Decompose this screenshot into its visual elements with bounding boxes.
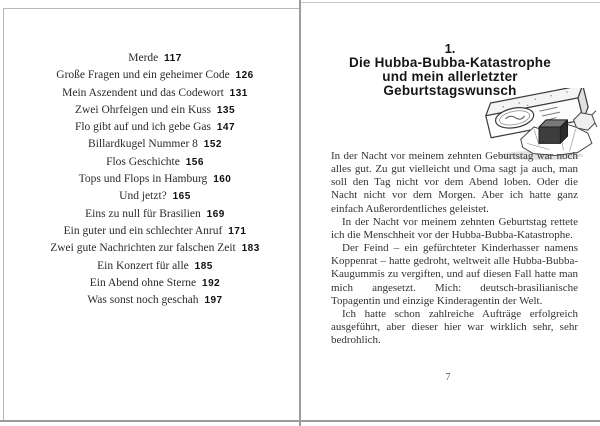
toc-entry-title: Merde <box>128 52 159 64</box>
toc-entry <box>13 50 297 67</box>
spread-bottom-edge <box>0 420 600 422</box>
toc-entry-title: Ein Abend ohne Sterne <box>89 276 197 289</box>
toc-entry <box>13 136 297 153</box>
toc-entry-page-number: 156 <box>185 156 204 168</box>
chapter-number: 1. <box>444 41 456 56</box>
toc-entry-page-number: 185 <box>194 260 213 272</box>
chapter-title-line: Die Hubba-Bubba-Katastrophe <box>349 55 551 70</box>
toc-entry-page-number: 126 <box>235 70 254 82</box>
toc-entry-title: Große Fragen und ein geheimer Code <box>56 69 230 82</box>
table-of-contents <box>13 50 297 309</box>
toc-entry <box>13 292 297 309</box>
chapter-page <box>300 2 600 420</box>
toc-entry-title: Und jetzt? <box>119 190 167 203</box>
toc-entry-page-number: 152 <box>203 139 222 151</box>
toc-entry <box>13 188 297 205</box>
toc-entry-page-number: 135 <box>216 104 236 116</box>
toc-entry-title: Was sonst noch geschah <box>87 294 199 307</box>
chapter-title-line: Geburtstagswunsch <box>383 82 517 98</box>
toc-entry-page-number: 183 <box>241 243 260 255</box>
toc-entry-title: Flos Geschichte <box>106 155 180 168</box>
toc-entry <box>13 275 297 292</box>
paragraph: In der Nacht vor meinem zehnten Geburtstag war noch alles gut. Zu gut vielleicht und Oma sagt ja auch, man soll den Tag nicht vor dem Abend loben. Oder die Nacht nicht vor dem Morgen. Aber ich hatte ganz einfach Außerordentliches geleistet. <box>331 150 578 215</box>
chapter-body <box>331 150 578 347</box>
toc-entry-title: Zwei Ohrfeigen und ein Kuss <box>74 103 211 116</box>
toc-entry <box>13 240 297 257</box>
chapter-title-line: und mein allerletzter <box>382 68 518 84</box>
toc-entry <box>13 85 297 102</box>
toc-entry-page-number: 147 <box>216 122 236 134</box>
toc-page <box>3 8 299 420</box>
toc-entry-page-number: 131 <box>229 87 248 99</box>
toc-entry-title: Billardkugel Nummer 8 <box>88 138 198 151</box>
page-number: 7 <box>445 372 451 383</box>
toc-entry <box>13 223 297 240</box>
toc-entry-title: Flo gibt auf und ich gebe Gas <box>74 121 211 134</box>
toc-entry-page-number: 197 <box>204 295 223 307</box>
toc-entry-title: Tops und Flops in Hamburg <box>78 173 208 186</box>
toc-entry-page-number: 171 <box>228 225 247 237</box>
toc-entry-title: Eins zu null für Brasilien <box>85 207 201 220</box>
toc-entry-title: Ein Konzert für alle <box>97 259 189 272</box>
toc-entry <box>13 67 297 84</box>
toc-entry-page-number: 117 <box>164 53 182 64</box>
toc-entry <box>13 119 297 136</box>
toc-entry <box>13 206 297 223</box>
paragraph: Der Feind – ein gefürchteter Kinderhasser namens Koppenrat – hatte gedroht, weltweit alle Hubba-Bubba-Kaugummis zu vergiften, und auf diesen Fall hatte man mich angesetzt. Mich: deutsch-brasilianische Topagentin und einzige Kinderagentin der Welt. <box>331 242 578 307</box>
toc-entry-page-number: 160 <box>213 174 232 186</box>
toc-entry-title: Mein Aszendent und das Codewort <box>62 86 224 99</box>
toc-entry-page-number: 192 <box>202 277 221 289</box>
paragraph: In der Nacht vor meinem zehnten Geburtstag rettete ich die Menschheit vor der Hubba-Bubba-Katastrophe. <box>331 215 578 241</box>
toc-entry-page-number: 165 <box>172 191 191 203</box>
toc-entry <box>13 171 297 188</box>
toc-entry <box>13 102 297 119</box>
toc-entry-title: Ein guter und ein schlechter Anruf <box>63 224 223 237</box>
toc-entry <box>13 258 297 275</box>
toc-entry <box>13 154 297 171</box>
toc-entry-title: Zwei gute Nachrichten zur falschen Zeit <box>50 242 236 255</box>
toc-entry-page-number: 169 <box>206 208 225 220</box>
paragraph: Ich hatte schon zahlreiche Aufträge erfolgreich ausgeführt, aber dieser hier war wirklich sehr, sehr bedrohlich. <box>331 307 578 347</box>
